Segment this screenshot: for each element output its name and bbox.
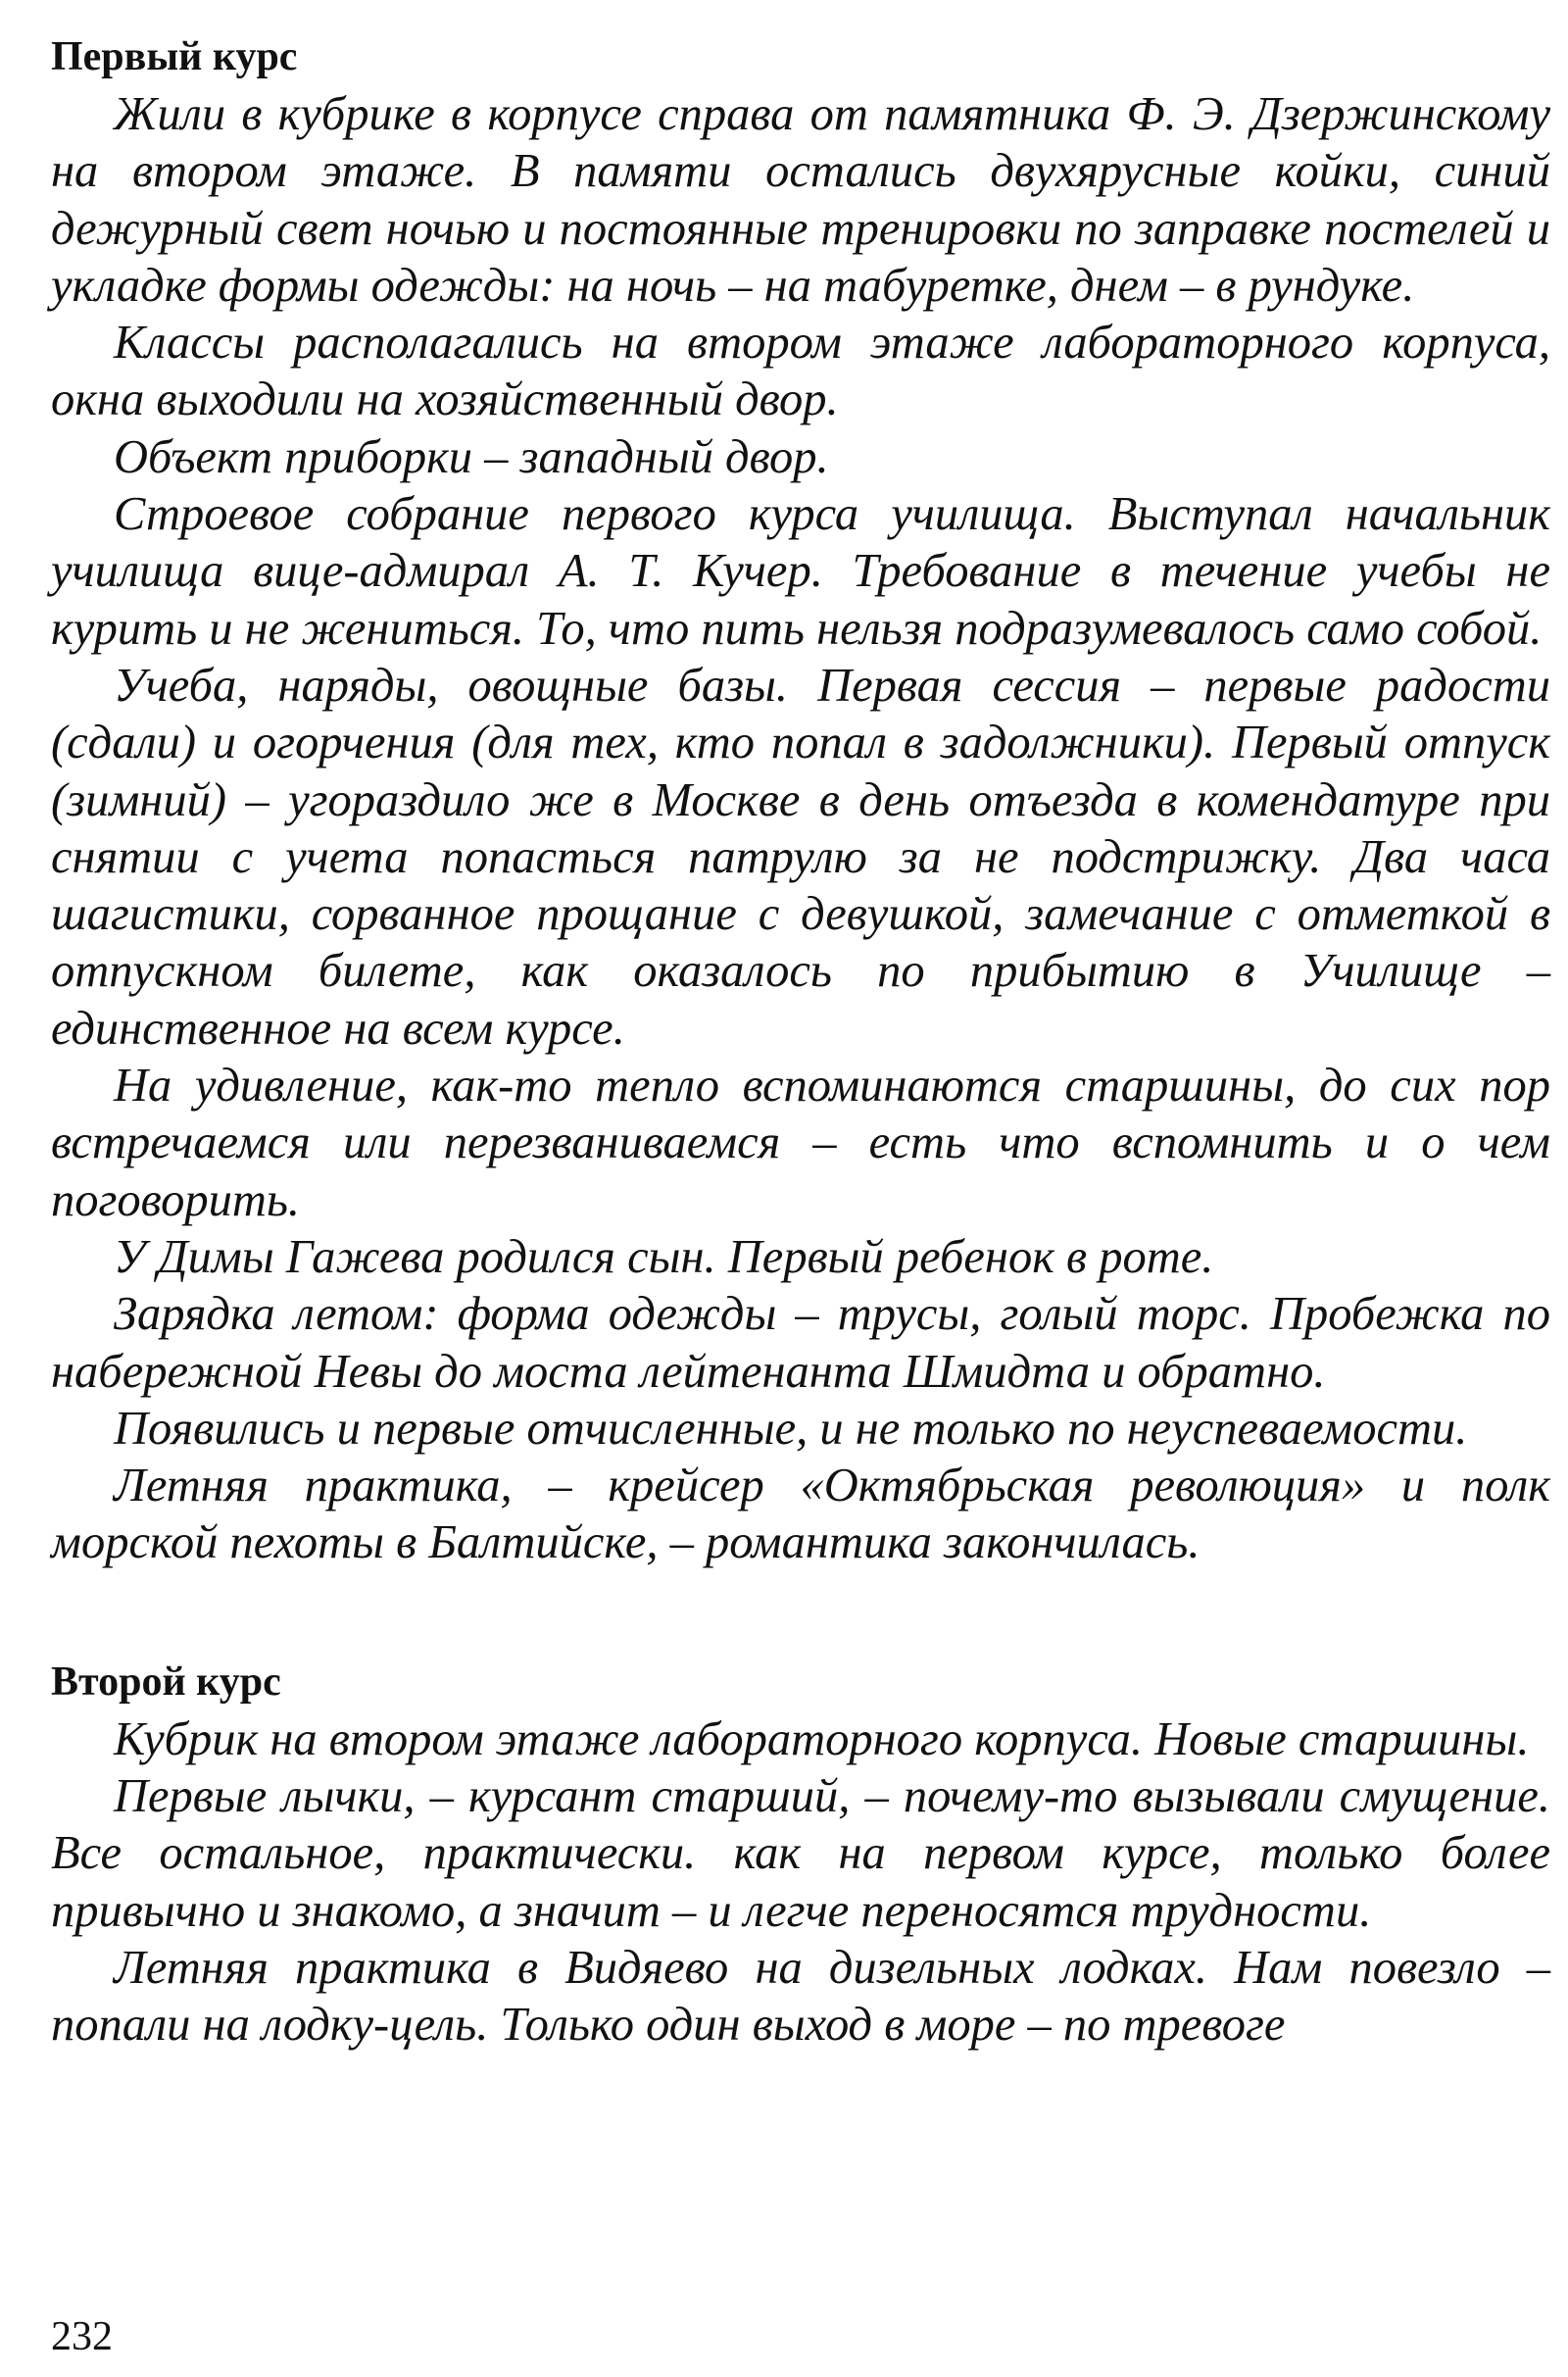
paragraph: Летняя практика в Видяево на дизельных лодках. Нам повезло – попали на лодку-цель. Только один выход в море – по тревоге [51,1941,1550,2052]
book-page [51,27,1550,2055]
section-second-year [51,1653,1550,2055]
section-spacer [51,1572,1550,1653]
paragraph: Летняя практика, – крейсер «Октябрьская революция» и полк морской пехоты в Балтийске, – романтика закончилась. [51,1460,1550,1569]
paragraph: Первые лычки, – курсант старший, – почему-то вызывали смущение. Все остальное, практически. как на первом курсе, только более привычно и знакомо, а значит – и легче переносятся трудности. [51,1770,1550,1937]
paragraph: На удивление, как-то тепло вспоминаются старшины, до сих пор встречаемся или перезваниваемся – есть что вспомнить и о чем поговорить. [51,1060,1550,1226]
paragraph: Зарядка летом: форма одежды – трусы, голый торс. Пробежка по набережной Невы до моста лейтенанта Шмидта и обратно. [51,1288,1550,1398]
paragraph: Кубрик на втором этаже лабораторного корпуса. Новые старшины. [114,1712,1530,1765]
paragraph: Объект приборки – западный двор. [114,430,829,483]
page-number: 232 [51,2314,113,2359]
section-first-year [51,27,1550,1572]
paragraph: Строевое собрание первого курса училища. Выступал начальник училища вице-адмирал А. Т. Кучер. Требование в течение учебы не курить и не жениться. То, что пить нельзя подразумевалось само собой. [51,488,1550,655]
paragraph: Классы располагались на втором этаже лабораторного корпуса, окна выходили на хозяйственный двор. [51,317,1550,426]
paragraph: Учеба, наряды, овощные базы. Первая сессия – первые радости (сдали) и огорчения (для тех, кто попал в задолжники). Первый отпуск (зимний) – угораздило же в Москве в день отъезда в комендатуре при снятии с учета попасться патрулю за не подстрижку. Два часа шагистики, сорванное прощание с девушкой, замечание с отметкой в отпускном билете, как оказалось по прибытию в Училище – единственное на всем курсе. [51,659,1550,1055]
paragraph: Жили в кубрике в корпусе справа от памятника Ф. Э. Дзержинскому на втором этаже. В памяти остались двухярусные койки, синий дежурный свет ночью и постоянные тренировки по заправке постелей и укладке формы одежды: на ночь – на табуретке, днем – в рундуке. [51,88,1550,312]
paragraph: Появились и первые отчисленные, и не только по неуспеваемости. [114,1402,1468,1455]
section-heading: Первый курс [51,34,298,79]
paragraph: У Димы Гажева родился сын. Первый ребенок в роте. [114,1230,1214,1283]
section-heading: Второй курс [51,1659,281,1705]
